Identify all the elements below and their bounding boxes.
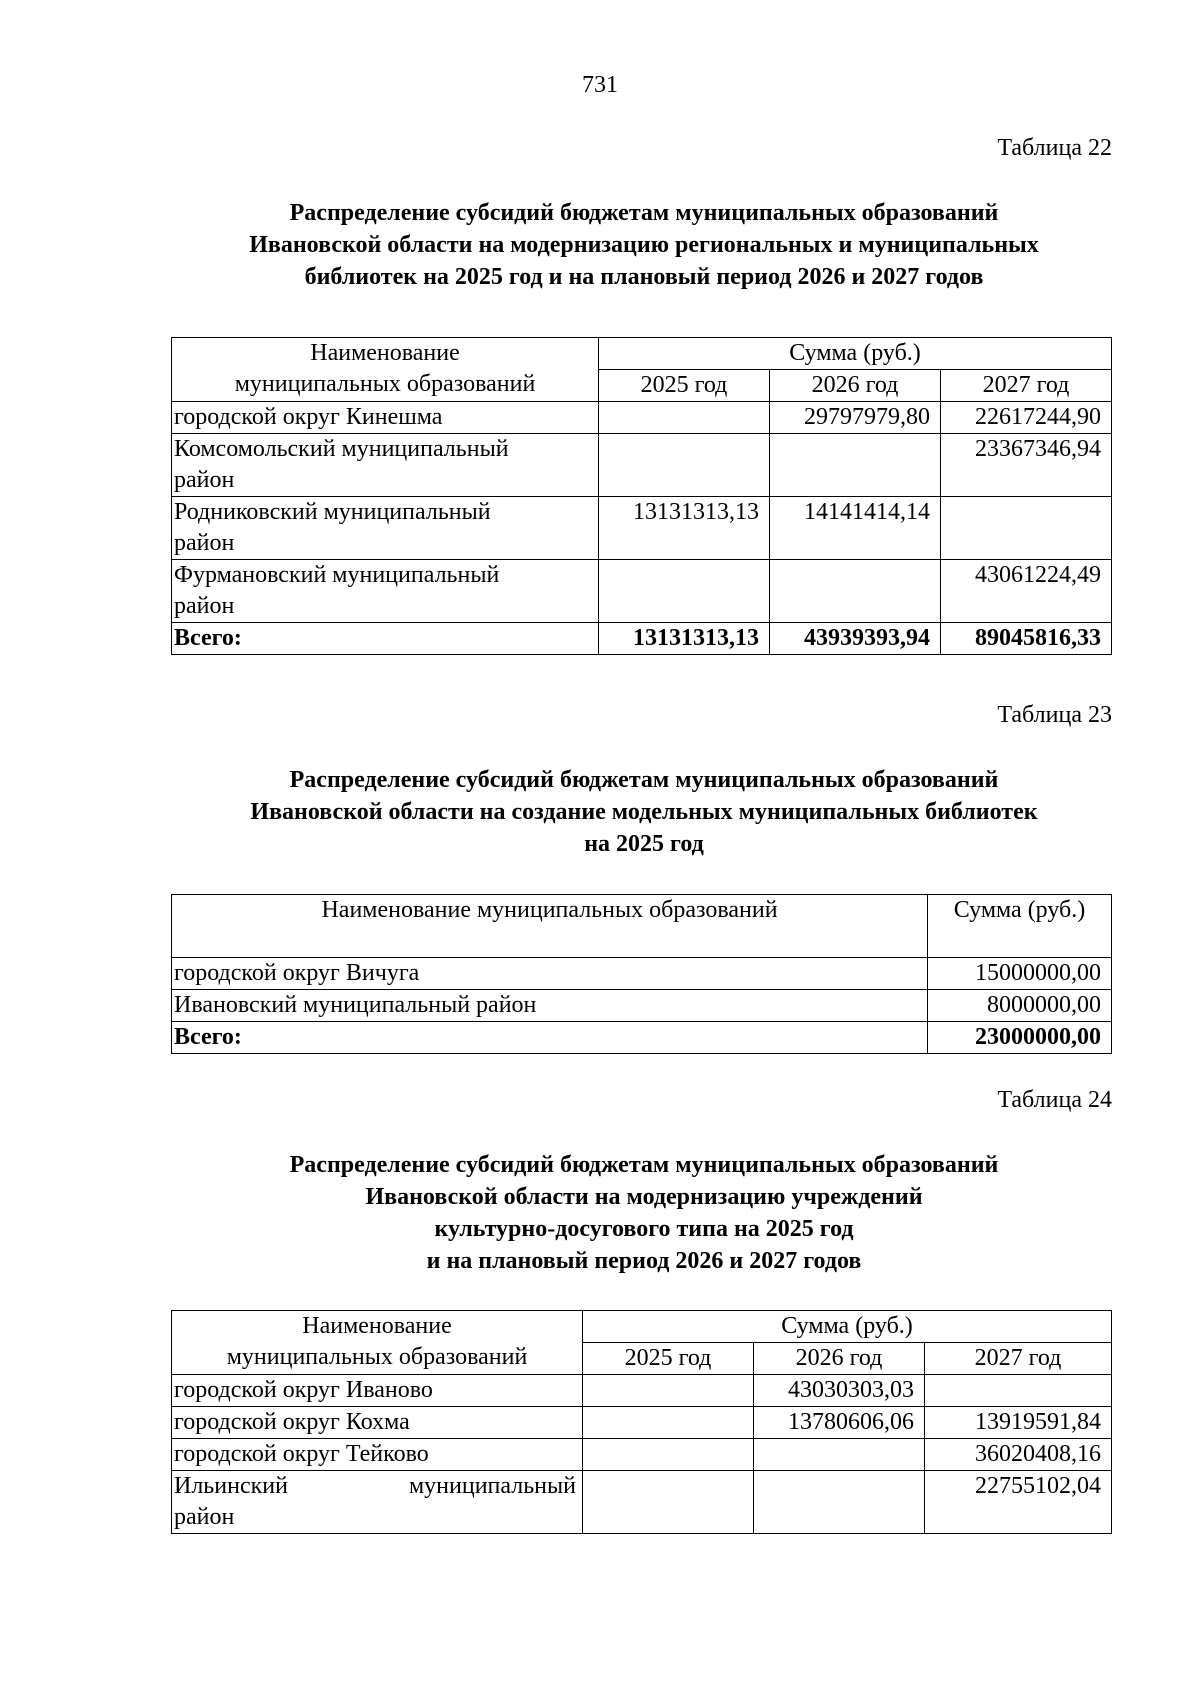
- table-row: [172, 560, 1112, 623]
- page-number: 731: [582, 72, 618, 98]
- row-name: [172, 497, 599, 560]
- header-year-2027: 2027 год: [941, 370, 1112, 402]
- header-sum-cell: Сумма (руб.): [599, 338, 1112, 370]
- row-value-2025: [599, 402, 770, 434]
- total-value-2026: 43939393,94: [770, 623, 941, 655]
- row-value-2026: 43030303,03: [754, 1375, 925, 1407]
- header-name-cell: [172, 1311, 583, 1375]
- row-value-2025: [583, 1471, 754, 1534]
- table-23-title: [160, 764, 1128, 860]
- total-label: Всего:: [172, 623, 599, 655]
- row-name-line: городской округ Тейково: [174, 1441, 429, 1467]
- row-value-2026: 13780606,06: [754, 1407, 925, 1439]
- header-name-line: муниципальных образований: [234, 371, 536, 397]
- header-year-2025: 2025 год: [583, 1343, 754, 1375]
- header-year-2027: 2027 год: [925, 1343, 1112, 1375]
- total-value: 23000000,00: [928, 1022, 1112, 1054]
- header-year-2026: 2026 год: [770, 370, 941, 402]
- header-name-line: муниципальных образований: [226, 1344, 528, 1370]
- row-value-2026: [754, 1439, 925, 1471]
- table-row: [172, 1439, 1112, 1471]
- row-value-2027: 23367346,94: [941, 434, 1112, 497]
- table-24-title-line: Ивановской области на модернизацию учреждений: [365, 1184, 923, 1210]
- row-name: [172, 560, 599, 623]
- table-row: [172, 497, 1112, 560]
- row-value-2025: 13131313,13: [599, 497, 770, 560]
- table-row: [172, 958, 1112, 990]
- row-name-line: район: [174, 467, 235, 493]
- header-name-cell: Наименование муниципальных образований: [172, 895, 928, 958]
- header-sum-cell: Сумма (руб.): [928, 895, 1112, 958]
- row-name-line: Комсомольский муниципальный: [174, 436, 509, 462]
- row-value-2027: [941, 497, 1112, 560]
- header-year-2026: 2026 год: [754, 1343, 925, 1375]
- total-value-2027: 89045816,33: [941, 623, 1112, 655]
- table-total-row: [172, 1022, 1112, 1054]
- row-name-line: район: [174, 1504, 235, 1530]
- table-header-row: [172, 338, 1112, 370]
- table-22-title-line: Ивановской области на модернизацию региональных и муниципальных: [249, 232, 1039, 258]
- total-value-2025: 13131313,13: [599, 623, 770, 655]
- table-row: [172, 434, 1112, 497]
- row-name-line: городской округ Кохма: [174, 1409, 410, 1435]
- header-year-2025: 2025 год: [599, 370, 770, 402]
- row-value-2027: [925, 1375, 1112, 1407]
- table-22: [171, 337, 1112, 655]
- row-value-2026: 14141414,14: [770, 497, 941, 560]
- row-value-2025: [583, 1375, 754, 1407]
- row-name-line: Ильинский муниципальный: [174, 1473, 576, 1499]
- table-header-row: [172, 1311, 1112, 1343]
- header-name-line: Наименование: [302, 1313, 452, 1339]
- row-value-2025: [599, 434, 770, 497]
- row-name: [172, 1375, 583, 1407]
- table-total-row: [172, 623, 1112, 655]
- table-22-title-line: библиотек на 2025 год и на плановый период 2026 и 2027 годов: [304, 264, 984, 290]
- table-row: [172, 1471, 1112, 1534]
- row-name: [172, 1471, 583, 1534]
- table-row: [172, 1375, 1112, 1407]
- table-23-label: Таблица 23: [997, 702, 1112, 728]
- row-name: городской округ Вичуга: [172, 958, 928, 990]
- row-value-2026: [754, 1471, 925, 1534]
- table-24: [171, 1310, 1112, 1534]
- table-row: [172, 402, 1112, 434]
- row-value: 15000000,00: [928, 958, 1112, 990]
- table-24-title-line: и на плановый период 2026 и 2027 годов: [426, 1248, 862, 1274]
- row-value: 8000000,00: [928, 990, 1112, 1022]
- row-value-2027: 43061224,49: [941, 560, 1112, 623]
- table-22-title-line: Распределение субсидий бюджетам муниципальных образований: [289, 200, 999, 226]
- row-name-line: район: [174, 530, 235, 556]
- row-name-line: Родниковский муниципальный: [174, 499, 491, 525]
- table-24-title-line: культурно-досугового типа на 2025 год: [434, 1216, 854, 1242]
- row-value-2026: 29797979,80: [770, 402, 941, 434]
- row-value-2025: [583, 1439, 754, 1471]
- table-23-title-line: на 2025 год: [584, 831, 704, 857]
- row-name-line: Фурмановский муниципальный: [174, 562, 500, 588]
- table-23: [171, 894, 1112, 1054]
- row-name: [172, 1439, 583, 1471]
- table-22-title: [160, 197, 1128, 293]
- table-22-label: Таблица 22: [997, 135, 1112, 161]
- row-name-line: район: [174, 593, 235, 619]
- row-name: [172, 1407, 583, 1439]
- table-header-row: [172, 895, 1112, 958]
- header-name-line: Наименование: [310, 340, 460, 366]
- row-value-2026: [770, 560, 941, 623]
- row-name: Ивановский муниципальный район: [172, 990, 928, 1022]
- row-value-2027: 36020408,16: [925, 1439, 1112, 1471]
- header-name-cell: [172, 338, 599, 402]
- row-value-2027: 22755102,04: [925, 1471, 1112, 1534]
- row-value-2025: [583, 1407, 754, 1439]
- table-row: [172, 990, 1112, 1022]
- total-label: Всего:: [172, 1022, 928, 1054]
- row-name: [172, 434, 599, 497]
- row-value-2027: 13919591,84: [925, 1407, 1112, 1439]
- table-24-title: [160, 1149, 1128, 1277]
- table-row: [172, 1407, 1112, 1439]
- header-sum-cell: Сумма (руб.): [583, 1311, 1112, 1343]
- row-value-2025: [599, 560, 770, 623]
- table-23-title-line: Распределение субсидий бюджетам муниципальных образований: [289, 767, 999, 793]
- row-name-line: городской округ Иваново: [174, 1377, 433, 1403]
- table-24-title-line: Распределение субсидий бюджетам муниципальных образований: [289, 1152, 999, 1178]
- row-name: [172, 402, 599, 434]
- table-24-label: Таблица 24: [997, 1087, 1112, 1113]
- row-name-line: городской округ Кинешма: [174, 404, 443, 430]
- row-value-2026: [770, 434, 941, 497]
- table-23-title-line: Ивановской области на создание модельных муниципальных библиотек: [250, 799, 1038, 825]
- row-value-2027: 22617244,90: [941, 402, 1112, 434]
